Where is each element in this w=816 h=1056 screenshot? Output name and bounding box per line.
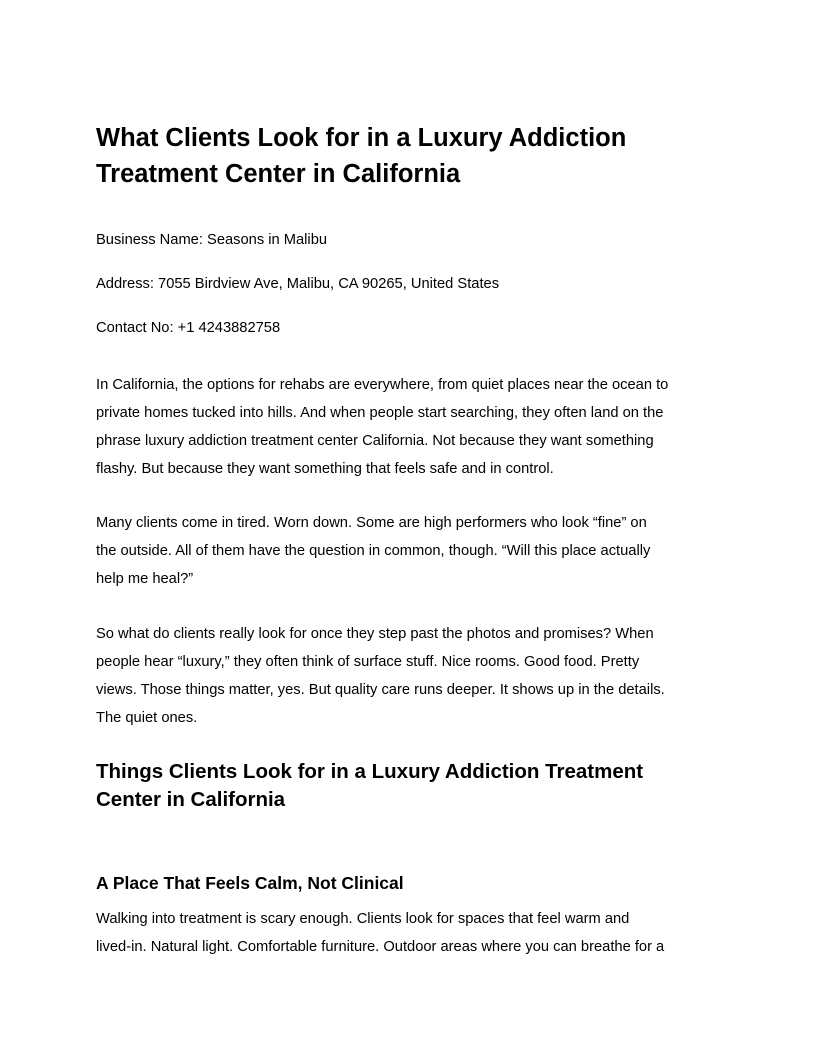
business-name: Business Name: Seasons in Malibu: [96, 232, 328, 248]
paragraph-calm: [96, 905, 736, 961]
text-line: people hear “luxury,” they often think of surface stuff. Nice rooms. Good food. Pretty: [96, 654, 640, 670]
text-line: Walking into treatment is scary enough. Clients look for spaces that feel warm and: [96, 911, 630, 927]
subheading: A Place That Feels Calm, Not Clinical: [96, 873, 404, 893]
text-line: phrase luxury addiction treatment center California. Not because they want something: [96, 433, 654, 449]
text-line: flashy. But because they want something that feels safe and in control.: [96, 461, 554, 477]
title-line: What Clients Look for in a Luxury Addiction: [96, 124, 627, 152]
section-heading: [96, 758, 736, 814]
text-line: lived-in. Natural light. Comfortable furniture. Outdoor areas where you can breathe for a: [96, 939, 665, 955]
text-line: views. Those things matter, yes. But quality care runs deeper. It shows up in the details.: [96, 682, 665, 698]
text-line: Many clients come in tired. Worn down. Some are high performers who look “fine” on: [96, 515, 647, 531]
paragraph-intro: [96, 371, 736, 483]
heading-line: Center in California: [96, 788, 286, 811]
page-title: [96, 120, 736, 192]
contact-number: Contact No: +1 4243882758: [96, 320, 281, 336]
address: Address: 7055 Birdview Ave, Malibu, CA 90265, United States: [96, 276, 500, 292]
heading-line: Things Clients Look for in a Luxury Addiction Treatment: [96, 760, 644, 783]
text-line: help me heal?”: [96, 571, 194, 587]
text-line: So what do clients really look for once they step past the photos and promises? When: [96, 626, 654, 642]
text-line: The quiet ones.: [96, 710, 198, 726]
text-line: In California, the options for rehabs are everywhere, from quiet places near the ocean to: [96, 377, 669, 393]
text-line: the outside. All of them have the question in common, though. “Will this place actually: [96, 543, 651, 559]
paragraph-luxury: [96, 620, 736, 732]
title-line: Treatment Center in California: [96, 160, 461, 188]
text-line: private homes tucked into hills. And when people start searching, they often land on the: [96, 405, 664, 421]
paragraph-clients: [96, 509, 736, 593]
